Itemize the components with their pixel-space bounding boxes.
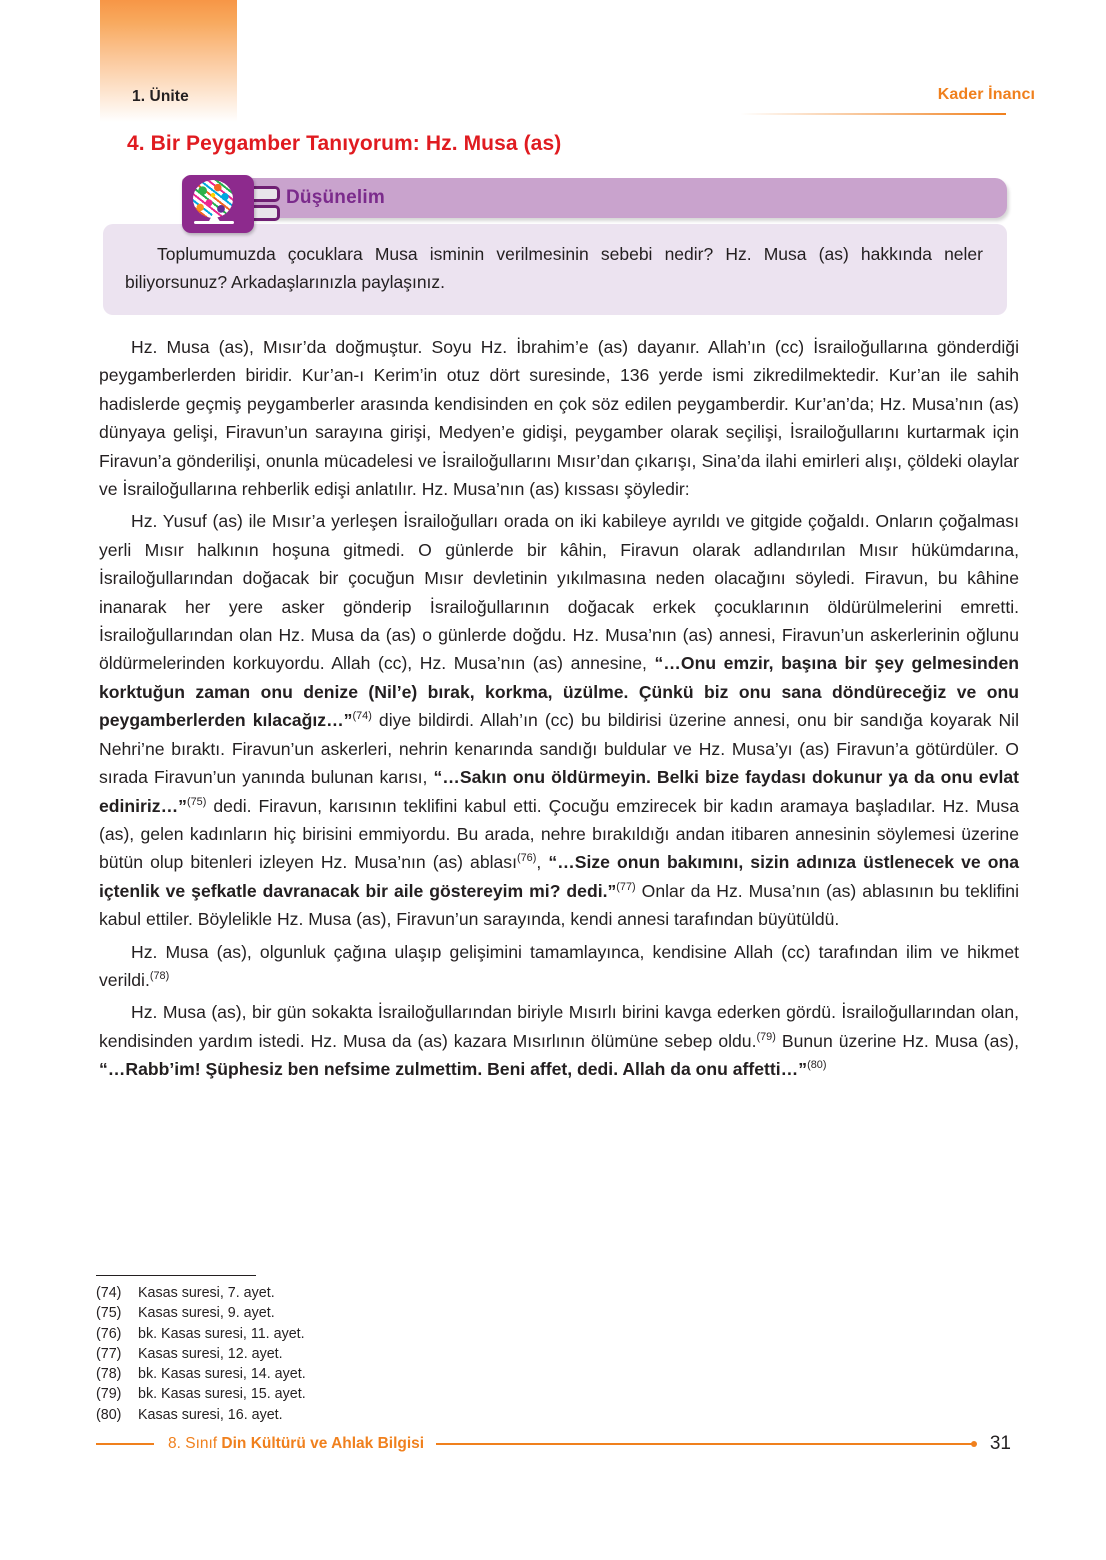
paragraph-4 [99,998,1019,1083]
p2-footnote-ref-75: (75) [186,795,207,808]
p3-footnote-ref-78: (78) [149,970,170,983]
footnote-text: bk. Kasas suresi, 15. ayet. [138,1386,306,1403]
footnote-number: (76) [96,1325,122,1342]
p2-footnote-ref-77: (77) [616,880,636,893]
footnote-number: (78) [96,1366,122,1383]
p4-footnote-ref-79: (79) [756,1030,776,1043]
section-title: 4. Bir Peygamber Tanıyorum: Hz. Musa (as) [127,132,562,155]
paragraph-1 [99,333,1019,503]
activity-content [103,224,1007,315]
paragraph-2 [99,507,1019,933]
article-body [99,333,1019,1088]
brain-glyph [193,180,233,218]
footnote-text: bk. Kasas suresi, 14. ayet. [138,1366,306,1383]
footnote-item [96,1303,516,1323]
footnote-item [96,1283,516,1303]
header-rule [740,113,1006,115]
p3-part-a: Hz. Musa (as), olgunluk çağına ulaşıp gelişimini tamamlayınca, kendisine Allah (cc) tarafından ilim ve hikmet verildi. [99,941,1019,990]
footer-book-title [168,1435,424,1453]
activity-box [103,178,1007,315]
p4-part-b: Bunun üzerine Hz. Musa (as), [775,1030,1019,1051]
brain-think-icon [182,175,254,233]
footnote-item [96,1364,516,1384]
p2-part-c: dedi. Firavun, karısının teklifini kabul etti. Çocuğu emzirecek bir kadın aramaya başladılar. Hz. Musa (as), gelen kadınların hiç birisini emmiyordu. Bu arada, nehre bırakıldığı andan itibaren annesinin söylemesi üzerine bütün olup bitenleri izleyen Hz. Musa’nın (as) ablası [99,795,1019,873]
p2-part-b: diye bildirdi. Allah’ın (cc) bu bildirisi üzerine annesi, onu bir sandığa koyarak Nil Nehri’ne bıraktı. Firavun’un askerleri, nehrin kenarında sandığı buldular ve Hz. Musa’yı (as) Firavun’a götürdüler. O sırada Firavun’un yanında bulunan karısı, [99,710,1019,788]
footnote-item [96,1324,516,1344]
p2-quote-3: “…Size onun bakımını, sizin adınıza üstlenecek ve ona içtenlik ve şefkatle davranacak bir aile göstereyim mi? dedi.” [99,852,1019,901]
footnote-separator [96,1275,256,1276]
footnote-text: bk. Kasas suresi, 11. ayet. [138,1325,305,1342]
footnote-text: Kasas suresi, 7. ayet. [138,1285,275,1301]
footnote-text: Kasas suresi, 16. ayet. [138,1406,283,1423]
p2-footnote-ref-76: (76) [516,852,537,865]
footer-right-rule [436,1443,976,1445]
chapter-title: Kader İnancı [937,86,1035,103]
footnote-number: (77) [96,1345,122,1362]
footnote-item [96,1384,516,1404]
activity-header-bar [182,178,1007,218]
paragraph-1-text: Hz. Musa (as), Mısır’da doğmuştur. Soyu Hz. İbrahim’e (as) dayanır. Allah’ın (cc) İsrailoğullarına gönderdiği peygamberlerden biridir. Kur’an-ı Kerim’in otuz dört suresinde, 136 yerde ismi zikredilmektedir. Kur’an ile sahih hadislerde geçmiş peygamberler arasında kendisinden en çok söz edilen peygamberdir. Kur’an’da; Hz. Musa’nın (as) dünyaya gelişi, Firavun’un sarayına girişi, Medyen’e gidişi, peygamber olarak seçilişi, İsrailoğullarını kurtarmak için Firavun’a gönderilişi, onunla mücadelesi ve İsrailoğullarını Mısır’dan çıkarışı, Sina’da ilahi emirleri alışı, çöldeki olaylar ve İsrailoğullarına rehberlik edişi anlatılır. Hz. Musa’nın (as) kıssası şöyledir: [99,337,1019,500]
page-footer [96,1432,1011,1456]
p2-part-e: Onlar da Hz. Musa’nın (as) ablasının bu teklifini kabul ettiler. Böylelikle Hz. Musa (as), Firavun’un sarayında, kendi annesi tarafından büyütüldü. [99,880,1019,930]
p2-part-d: , [536,852,549,873]
chapter-header [938,86,1035,104]
p2-quote-1: “…Onu emzir, başına bir şey gelmesinden korktuğun zaman onu denize (Nil’e) bırak, korkma, üzülme. Çünkü biz onu sana döndüreceğiz ve onu peygamberlerden kılacağız…” [99,653,1019,731]
footnote-number: (75) [96,1305,122,1322]
footnote-number: (80) [96,1406,122,1423]
p4-quote-1: “…Rabb’im! Şüphesiz ben nefsime zulmettim. Beni affet, dedi. Allah da onu affetti…” [99,1059,808,1080]
unit-label: 1. Ünite [132,88,189,105]
paragraph-3 [99,938,1019,995]
p4-part-a: Hz. Musa (as), bir gün sokakta İsrailoğullarından biriyle Mısırlı birini kavga ederken gördü. İsrailoğullarından olan, kendisinden yardım istedi. Hz. Musa da (as) kazara Mısırlının ölümüne sebep oldu. [99,1002,1019,1051]
footnote-item [96,1344,516,1364]
footnote-text: Kasas suresi, 12. ayet. [138,1345,283,1362]
p4-footnote-ref-80: (80) [807,1059,827,1072]
p2-quote-2: “…Sakın onu öldürmeyin. Belki bize faydası dokunur ya da onu evlat ediniriz…” [99,767,1019,816]
footer-book-name: Din Kültürü ve Ahlak Bilgisi [221,1435,425,1452]
footnote-text: Kasas suresi, 9. ayet. [138,1305,275,1322]
activity-text: Toplumumuzda çocuklara Musa isminin verilmesinin sebebi nedir? Hz. Musa (as) hakkında neler biliyorsunuz? Arkadaşlarınızla paylaşınız. [125,244,983,292]
p2-footnote-ref-74: (74) [352,710,372,723]
footnote-item [96,1405,516,1425]
footer-left-rule [96,1443,154,1445]
page-number: 31 [989,1433,1011,1454]
p2-part-a: Hz. Yusuf (as) ile Mısır’a yerleşen İsrailoğulları orada on iki kabileye ayrıldı ve gitgide çoğaldı. Onların çoğalması yerli Mısır halkının hoşuna gitmedi. O günlerde bir kâhin, Firavun olarak adlandırılan Mısır hükümdarına, İsrailoğullarından doğacak bir çocuğun Mısır devletinin yıkılmasına neden olacağını söyledi. Firavun, bu kâhine inanarak her yere asker gönderip İsrailoğullarının doğacak erkek çocuklarının öldürülmelerini emretti. İsrailoğullarından olan Hz. Musa da (as) o günlerde doğdu. Hz. Musa’nın (as) annesi, Firavun’un askerlerinin oğlunu öldürmelerinden korkuyordu. Allah (cc), Hz. Musa’nın (as) annesine, [99,511,1019,674]
activity-label: Düşünelim [286,187,385,208]
footnote-number: (79) [96,1386,122,1403]
brain-base-glyph [194,221,234,224]
footer-grade: 8. Sınıf [168,1435,222,1452]
footnotes-list [96,1275,516,1425]
footnote-number: (74) [96,1285,122,1301]
